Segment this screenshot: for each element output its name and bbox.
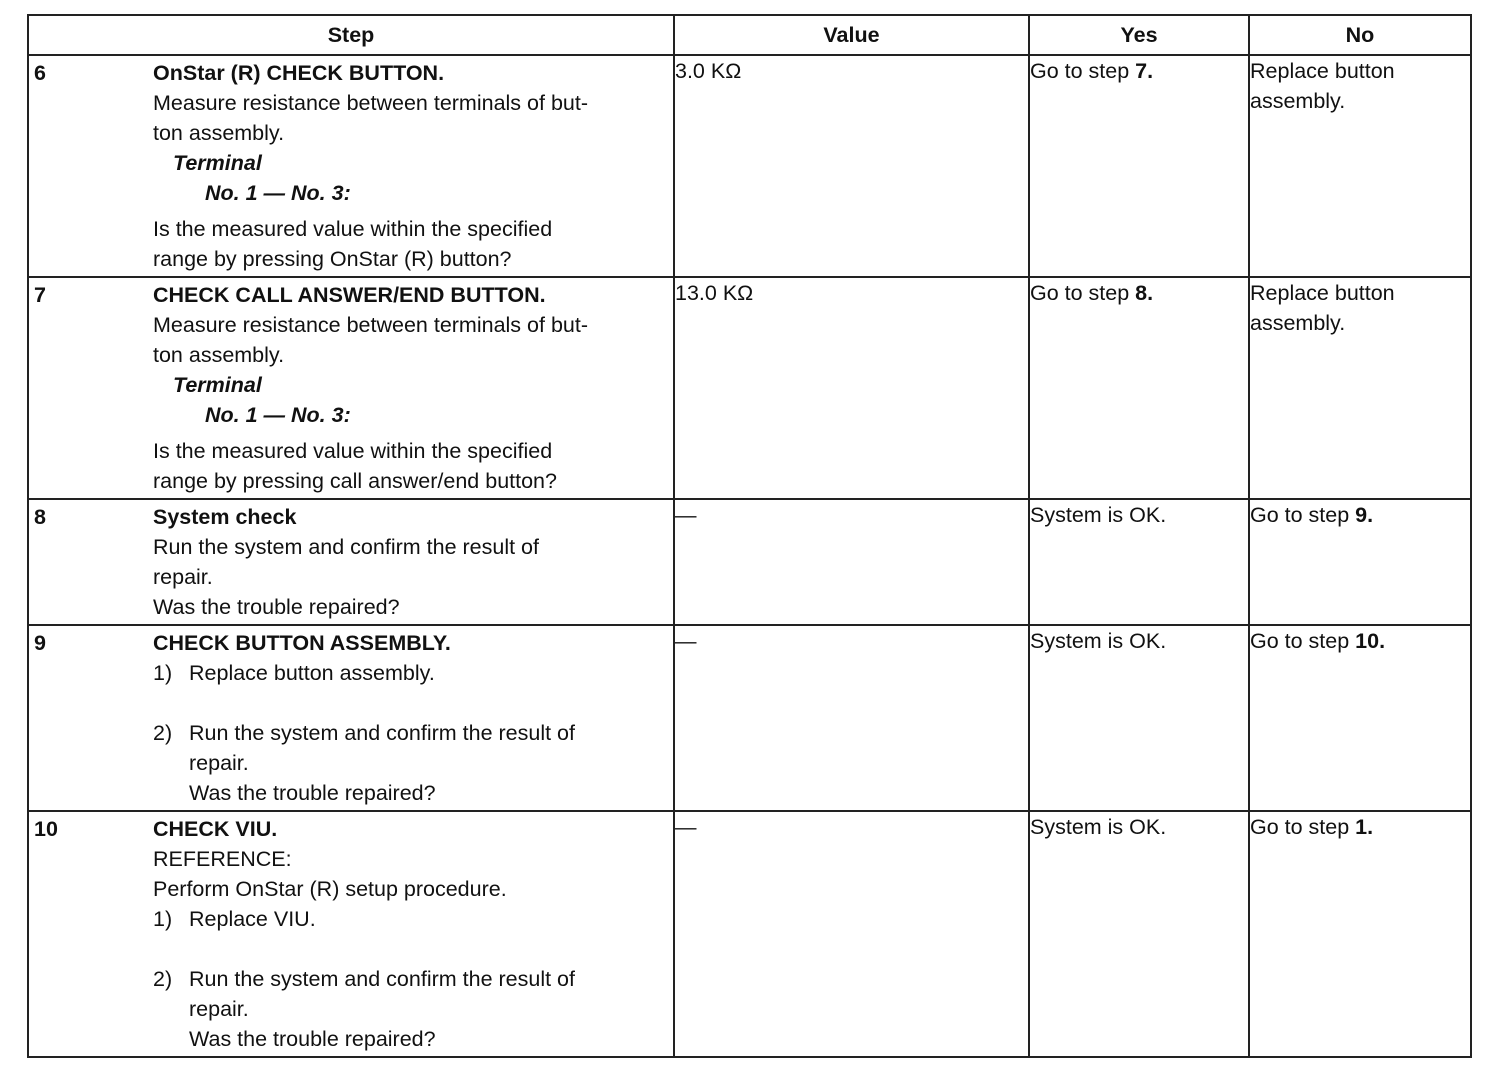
no-text: assembly. <box>1250 311 1346 335</box>
step-cell <box>28 499 674 625</box>
step-title: System check <box>153 505 297 529</box>
step-cell <box>28 55 674 277</box>
header-yes: Yes <box>1029 15 1249 55</box>
table-row <box>28 811 1471 1057</box>
step-cell <box>28 277 674 499</box>
yes-step-ref: 8. <box>1135 281 1154 305</box>
value-cell: 3.0 KΩ <box>674 55 1029 277</box>
no-text: Go to step <box>1250 629 1356 653</box>
step-title: CHECK CALL ANSWER/END BUTTON. <box>153 283 546 307</box>
value-cell: — <box>674 499 1029 625</box>
yes-step-ref: 7. <box>1135 59 1154 83</box>
troubleshooting-table <box>27 14 1472 1058</box>
substep-text: Run the system and confirm the result of <box>189 721 575 745</box>
step-number: 10 <box>34 817 58 841</box>
yes-cell: System is OK. <box>1029 625 1249 811</box>
substep-question: Was the trouble repaired? <box>189 1027 436 1051</box>
no-cell <box>1249 277 1471 499</box>
step-question: Was the trouble repaired? <box>153 595 400 619</box>
value-cell: — <box>674 811 1029 1057</box>
step-question: Is the measured value within the specified <box>153 439 553 463</box>
substep-text: Run the system and confirm the result of <box>189 967 575 991</box>
yes-cell <box>1029 55 1249 277</box>
terminal-label: Terminal <box>173 373 262 397</box>
step-number: 7 <box>34 283 46 307</box>
substep <box>153 904 663 934</box>
no-cell <box>1249 811 1471 1057</box>
substep-text: Replace VIU. <box>189 907 316 931</box>
no-cell <box>1249 499 1471 625</box>
no-text: Go to step <box>1250 815 1356 839</box>
yes-text: Go to step <box>1030 281 1136 305</box>
substep-text: Replace button assembly. <box>189 661 435 685</box>
table-row <box>28 625 1471 811</box>
substep-label: 2) <box>153 721 173 745</box>
header-no: No <box>1249 15 1471 55</box>
header-step: Step <box>28 15 674 55</box>
step-cell <box>28 811 674 1057</box>
table-row <box>28 277 1471 499</box>
no-text: Go to step <box>1250 503 1356 527</box>
substep-question: Was the trouble repaired? <box>189 781 436 805</box>
substep-text: repair. <box>189 751 249 775</box>
terminal-numbers: No. 1 — No. 3: <box>205 403 351 427</box>
step-cell <box>28 625 674 811</box>
substep-label: 1) <box>153 907 173 931</box>
no-text: assembly. <box>1250 89 1346 113</box>
reference-text: Perform OnStar (R) setup procedure. <box>153 877 507 901</box>
no-text: Replace button <box>1250 281 1395 305</box>
substep <box>153 718 663 808</box>
step-text: Measure resistance between terminals of but- <box>153 91 588 115</box>
yes-text: Go to step <box>1030 59 1136 83</box>
no-step-ref: 1. <box>1355 815 1374 839</box>
substep-label: 1) <box>153 661 173 685</box>
substep <box>153 658 663 688</box>
value-cell: — <box>674 625 1029 811</box>
step-number: 8 <box>34 505 46 529</box>
step-text: Run the system and confirm the result of <box>153 535 539 559</box>
terminal-numbers: No. 1 — No. 3: <box>205 181 351 205</box>
yes-cell: System is OK. <box>1029 811 1249 1057</box>
step-title: CHECK BUTTON ASSEMBLY. <box>153 631 451 655</box>
no-step-ref: 9. <box>1355 503 1374 527</box>
step-text: repair. <box>153 565 213 589</box>
header-row <box>28 15 1471 55</box>
step-question: Is the measured value within the specified <box>153 217 553 241</box>
no-cell <box>1249 625 1471 811</box>
substep-label: 2) <box>153 967 173 991</box>
step-title: OnStar (R) CHECK BUTTON. <box>153 61 445 85</box>
value-cell: 13.0 KΩ <box>674 277 1029 499</box>
step-number: 9 <box>34 631 46 655</box>
reference-label: REFERENCE: <box>153 847 292 871</box>
no-text: Replace button <box>1250 59 1395 83</box>
terminal-label: Terminal <box>173 151 262 175</box>
step-text: ton assembly. <box>153 121 285 145</box>
step-text: Measure resistance between terminals of but- <box>153 313 588 337</box>
substep-text: repair. <box>189 997 249 1021</box>
table-row <box>28 55 1471 277</box>
yes-cell <box>1029 277 1249 499</box>
table-row <box>28 499 1471 625</box>
step-question: range by pressing OnStar (R) button? <box>153 247 512 271</box>
step-question: range by pressing call answer/end button? <box>153 469 557 493</box>
step-title: CHECK VIU. <box>153 817 278 841</box>
header-value: Value <box>674 15 1029 55</box>
no-step-ref: 10. <box>1355 629 1386 653</box>
step-number: 6 <box>34 61 46 85</box>
yes-cell: System is OK. <box>1029 499 1249 625</box>
substep <box>153 964 663 1054</box>
step-text: ton assembly. <box>153 343 285 367</box>
no-cell <box>1249 55 1471 277</box>
